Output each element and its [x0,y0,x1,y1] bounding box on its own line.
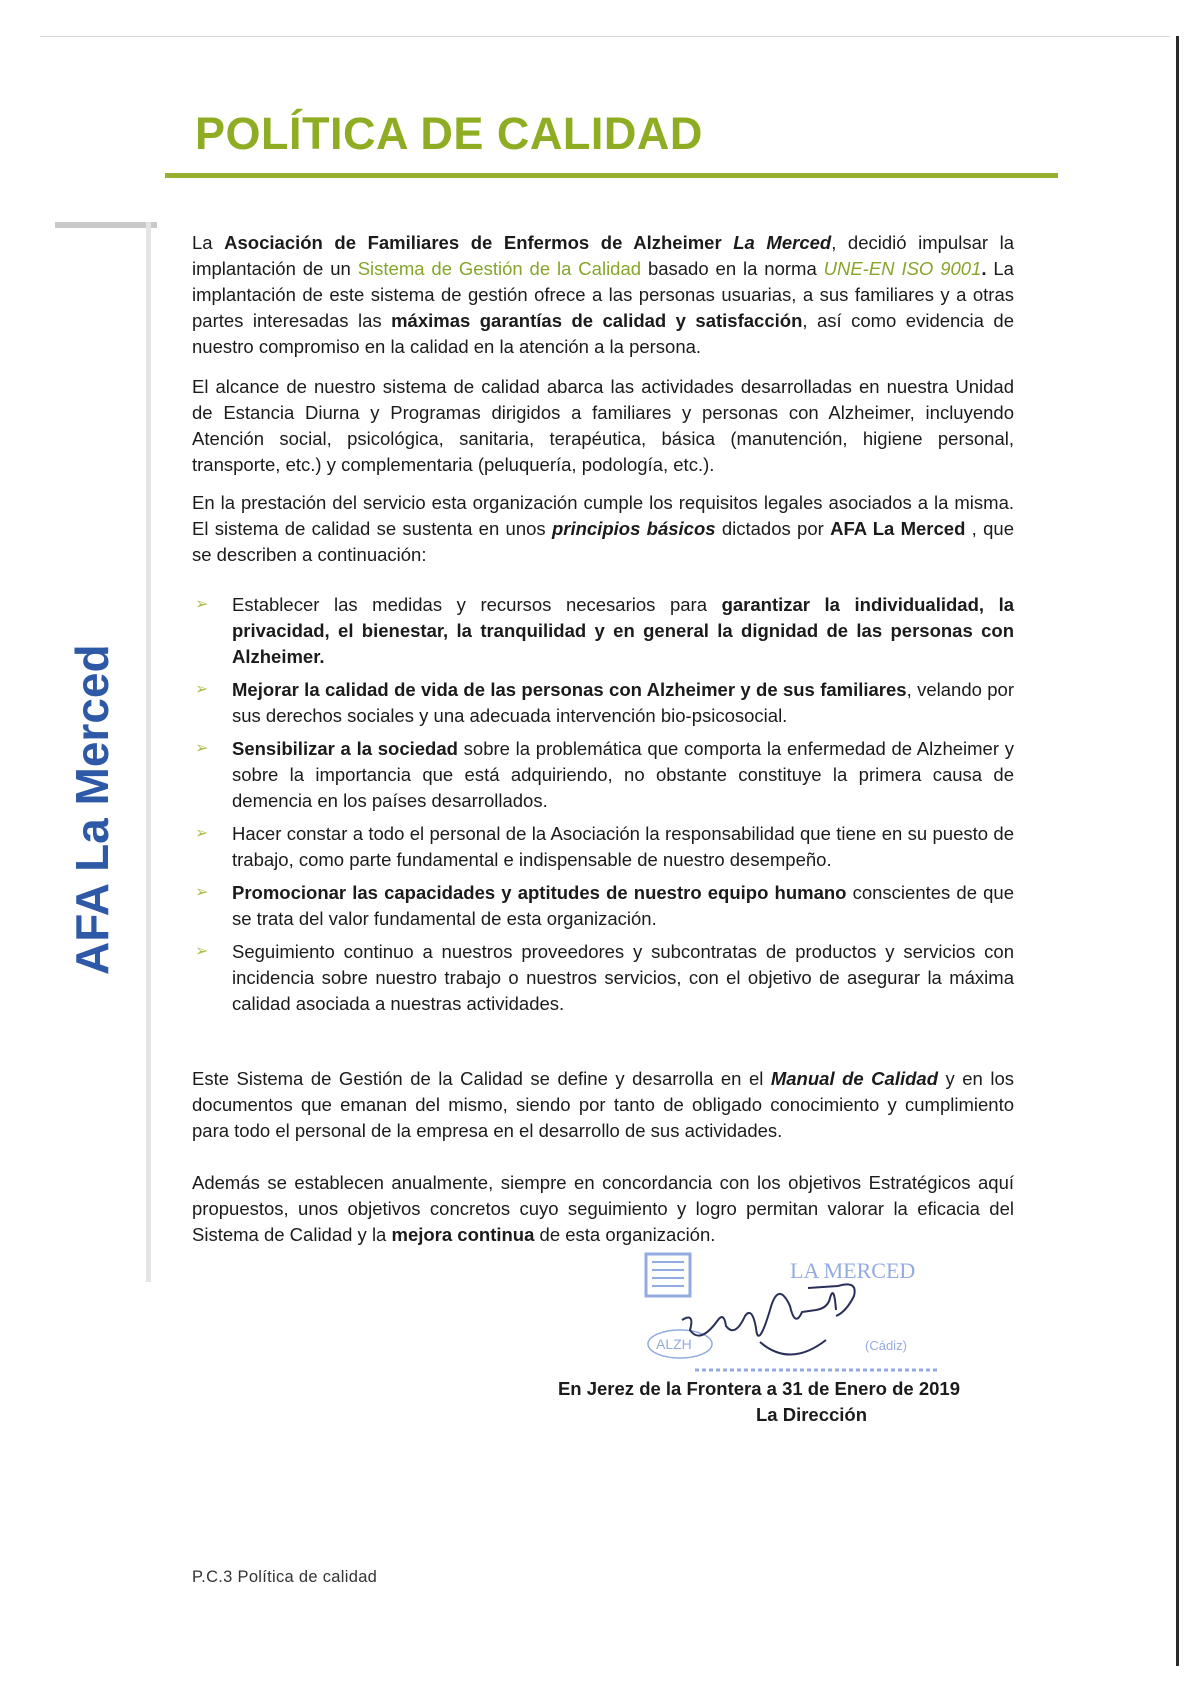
arrow-bullet-icon: ➢ [195,943,209,960]
sidebar-vertical-line [146,222,151,1282]
stamp-right-text: (Cádiz) [865,1338,907,1353]
document-footer: P.C.3 Política de calidad [192,1568,378,1586]
handwritten-signature [682,1284,855,1354]
list-item: ➢ Mejorar la calidad de vida de las personas con Alzheimer y de sus familiares, velando por sus derechos sociales y una adecuada intervención bio-psicosocial. [195,679,1014,726]
principles-intro-paragraph: En la prestación del servicio esta organización cumple los requisitos legales asociados a la misma. El sistema de calidad se sustenta en unos principios básicos dictados por AFA La Merced , que se describen a continuación: [192,492,1014,565]
arrow-bullet-icon: ➢ [195,825,209,842]
title-underline [165,173,1058,178]
arrow-bullet-icon: ➢ [195,681,209,698]
list-item: ➢ Sensibilizar a la sociedad sobre la problemática que comporta la enfermedad de Alzheimer y sobre la importancia que está adquiriendo, no obstante constituye la primera causa de demencia en los países desarrollados. [195,738,1014,811]
signature-stamp [640,1250,950,1380]
sidebar-organization-label: AFA La Merced [66,644,118,975]
principles-list [192,592,1014,1024]
scan-edge-right [1176,36,1179,1666]
list-item: ➢ Hacer constar a todo el personal de la Asociación la responsabilidad que tiene en su puesto de trabajo, como parte fundamental e indispensable de nuestro desempeño. [195,823,1014,870]
list-item: ➢ Seguimiento continuo a nuestros proveedores y subcontratas de productos y servicios con incidencia sobre nuestro trabajo o nuestros servicios, con el objetivo de asegurar la máxima calidad asociada a nuestras actividades. [195,941,1014,1014]
signatory: La Dirección [756,1404,868,1425]
scope-paragraph: El alcance de nuestro sistema de calidad abarca las actividades desarrolladas en nuestra Unidad de Estancia Diurna y Programas dirigidos a familiares y personas con Alzheimer, incluyendo Atención social, psicológica, sanitaria, terapéutica, básica (manutención, higiene personal, transporte, etc.) y complementaria (peluquería, podología, etc.). [192,376,1014,475]
arrow-bullet-icon: ➢ [195,740,209,757]
annual-objectives-paragraph: Además se establecen anualmente, siempre en concordancia con los objetivos Estratégicos aquí propuestos, unos objetivos concretos cuyo seguimiento y logro permitan valorar la eficacia del Sistema de Calidad y la mejora continua de esta organización. [192,1172,1014,1245]
stamp-left-text: ALZH [656,1336,692,1352]
list-item: ➢ Establecer las medidas y recursos necesarios para garantizar la individualidad, la privacidad, el bienestar, la tranquilidad y en general la dignidad de las personas con Alzheimer. [195,594,1015,667]
place-and-date: En Jerez de la Frontera a 31 de Enero de 2019 [557,1378,960,1399]
stamp-top-text: LA MERCED [790,1258,916,1283]
arrow-bullet-icon: ➢ [195,596,209,613]
list-item: ➢ Promocionar las capacidades y aptitudes de nuestro equipo humano conscientes de que se trata del valor fundamental de esta organización. [195,882,1015,929]
quality-system-highlight: Sistema de Gestión de la Calidad [357,258,642,279]
quality-manual-paragraph: Este Sistema de Gestión de la Calidad se define y desarrolla en el Manual de Calidad y en los documentos que emanan del mismo, siendo por tanto de obligado conocimiento y cumplimiento para todo el personal de la empresa en el desarrollo de sus actividades. [192,1068,1015,1141]
page-title: POLÍTICA DE CALIDAD [195,108,703,159]
organization-stamp [646,1254,940,1370]
scan-edge-top [40,36,1170,37]
arrow-bullet-icon: ➢ [195,884,209,901]
iso-standard-highlight: UNE-EN ISO 9001 [823,258,982,279]
sidebar-top-rule [55,222,157,228]
intro-paragraph: La Asociación de Familiares de Enfermos de Alzheimer La Merced, decidió impulsar la implantación de un Sistema de Gestión de la Calidad basado en la norma UNE-EN ISO 9001. La implantación de este sistema de gestión ofrece a las personas usuarias, a sus familiares y a otras partes interesadas las máximas garantías de calidad y satisfacción, así como evidencia de nuestro compromiso en la calidad en la atención a la persona. [192,232,1015,357]
